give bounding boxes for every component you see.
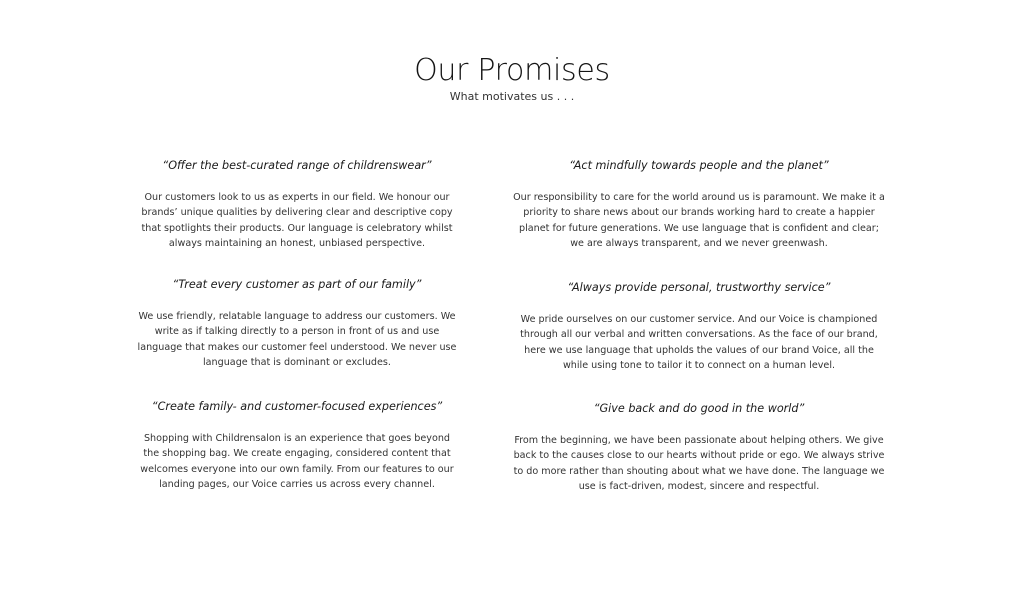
promise-heading: “Give back and do good in the world”	[593, 402, 805, 415]
page-title: Our Promises	[414, 53, 610, 88]
promise-heading: “Offer the best-curated range of childrenswear”	[162, 159, 432, 172]
promise-customer-family	[137, 278, 457, 370]
promise-people-planet	[512, 159, 886, 251]
promise-body: We pride ourselves on our customer service. And our Voice is championed through all our verbal and written conversations. As the face of our brand, here we use language that upholds the values of our brand Voice, all the while using tone to tailor it to connect on a human level.	[520, 314, 878, 371]
promise-family-experiences	[137, 400, 457, 492]
promise-heading: “Create family- and customer-focused experiences”	[151, 400, 443, 413]
promise-give-back	[512, 402, 886, 494]
promise-heading: “Treat every customer as part of our family”	[172, 278, 422, 291]
promise-body: Our responsibility to care for the world around us is paramount. We make it a priority to share news about our brands working hard to create a happier planet for future generations. We use language that is confident and clear; we are always transparent, and we never greenwash.	[513, 192, 885, 249]
promise-body: We use friendly, relatable language to address our customers. We write as if talking directly to a person in front of us and use language that makes our customer feel understood. We never use language that is dominant or excludes.	[137, 311, 457, 368]
promise-heading: “Always provide personal, trustworthy service”	[567, 281, 831, 294]
promise-body: From the beginning, we have been passionate about helping others. We give back to the causes close to our hearts without pride or ego. We always strive to do more rather than shouting about what we have done. The language we use is fact-driven, modest, sincere and respectful.	[513, 435, 885, 492]
promise-body: Our customers look to us as experts in our field. We honour our brands’ unique qualities by delivering clear and descriptive copy that spotlights their products. Our language is celebratory whilst always maintaining an honest, unbiased perspective.	[141, 192, 453, 249]
page-header	[0, 52, 1024, 104]
page-subtitle: What motivates us . . .	[449, 90, 575, 103]
promise-heading: “Act mindfully towards people and the planet”	[569, 159, 829, 172]
promise-body: Shopping with Childrensalon is an experience that goes beyond the shopping bag. We create engaging, considered content that welcomes everyone into our own family. From our features to our landing pages, our Voice carries us across every channel.	[140, 433, 454, 490]
promise-trustworthy-service	[512, 281, 886, 373]
promise-best-curated-range	[137, 159, 457, 251]
